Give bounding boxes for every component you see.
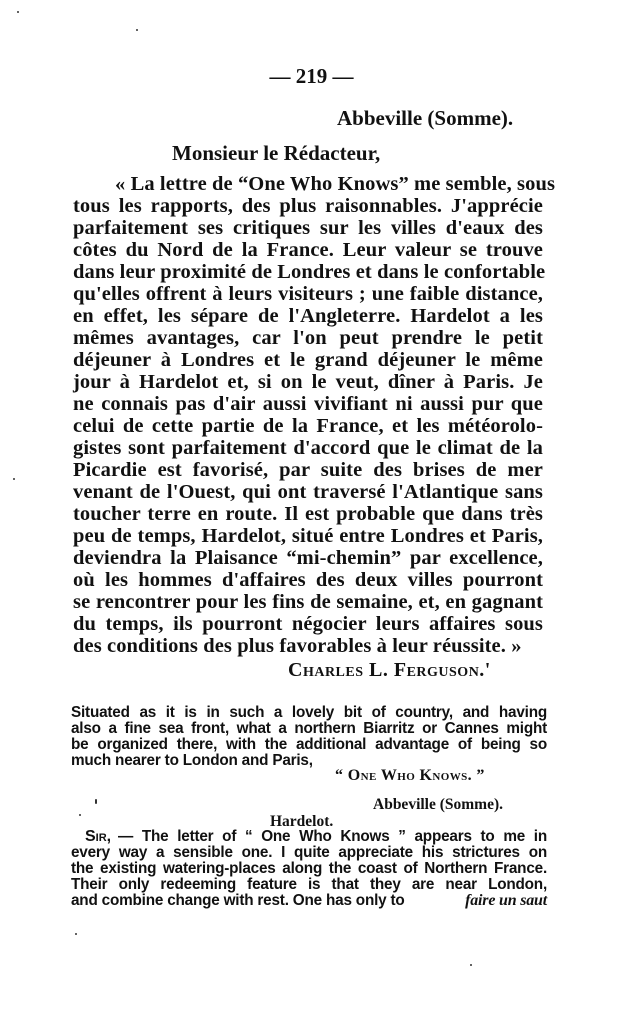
english-quote-line: also a fine sea front, what a northern Biarritz or Cannes might: [71, 720, 547, 737]
english-quote-signature: “ One Who Knows. ”: [335, 767, 485, 784]
french-text-line: ne connais pas d'air aussi vivifiant ni aussi pur que: [73, 393, 543, 415]
scan-speck: [13, 478, 15, 480]
english-salutation: Sir,: [85, 828, 112, 845]
english-letter-line: — The letter of “ One Who Knows ” appears to me in: [118, 828, 547, 845]
french-text-line: mêmes avantages, car l'on peut prendre le petit: [73, 327, 543, 349]
english-quote-line: much nearer to London and Paris,: [71, 752, 313, 769]
french-dateline: Abbeville (Somme).: [337, 106, 514, 130]
english-letter-line: and combine change with rest. One has only to: [71, 892, 405, 909]
french-text-line: toucher terre en route. Il est probable que dans très: [73, 503, 543, 525]
scan-speck: [470, 964, 472, 966]
english-letter-last-line: [71, 893, 547, 909]
scan-speck: [75, 933, 77, 935]
french-text-line: jour à Hardelot et, si on le veut, dîner à Paris. Je: [73, 371, 543, 393]
english-quote-line: be organized there, with the additional advantage of being so: [71, 736, 547, 753]
french-text-line: déjeuner à Londres et le grand déjeuner le même: [73, 349, 543, 371]
english-letter-italic-phrase: faire un saut: [465, 892, 547, 909]
french-text-line: Picardie est favorisé, par suite des brises de mer: [73, 459, 543, 481]
french-text-line: qu'elles offrent à leurs visiteurs ; une faible distance,: [73, 283, 543, 305]
french-text-line: en effet, les sépare de l'Angleterre. Hardelot a les: [73, 305, 543, 327]
scan-speck: [136, 29, 138, 31]
english-letter-line: the existing watering-places along the coast of Northern France.: [71, 860, 547, 877]
french-text-line: tous les rapports, des plus raisonnables. J'apprécie: [73, 195, 543, 217]
french-signature: Charles L. Ferguson.': [288, 659, 491, 681]
page-number: — 219 —: [269, 64, 354, 88]
english-quote-line: Situated as it is in such a lovely bit of country, and having: [71, 704, 547, 721]
french-text-line: « La lettre de “One Who Knows” me semble, sous: [115, 173, 556, 195]
french-salutation: Monsieur le Rédacteur,: [172, 141, 381, 165]
english-place: Hardelot.: [270, 813, 334, 830]
french-text-line: peu de temps, Hardelot, situé entre Londres et Paris,: [73, 525, 543, 547]
french-text-line: côtes du Nord de la France. Leur valeur se trouve: [73, 239, 543, 261]
french-text-line: deviendra la Plaisance “mi-chemin” par excellence,: [73, 547, 543, 569]
english-letter-line: Their only redeeming feature is that they are near London,: [71, 876, 547, 893]
french-text-line: dans leur proximité de Londres et dans le confortable: [73, 261, 546, 283]
scan-speck: [79, 814, 81, 816]
scan-speck: [95, 799, 97, 804]
french-text-line: celui de cette partie de la France, et les météorolo-: [73, 415, 543, 437]
french-text-line: parfaitement ses critiques sur les villes d'eaux des: [73, 217, 543, 239]
scan-speck: [17, 11, 19, 13]
english-letter-line: every way a sensible one. I quite appreciate his strictures on: [71, 844, 547, 861]
french-text-line: se rencontrer pour les fins de semaine, et, en gagnant: [73, 591, 543, 613]
french-text-line: gistes sont parfaitement d'accord que le climat de la: [73, 437, 543, 459]
french-text-line: où les hommes d'affaires des deux villes pourront: [73, 569, 543, 591]
french-text-line: des conditions des plus favorables à leur réussite. »: [73, 635, 522, 657]
french-text-line: venant de l'Ouest, qui ont traversé l'Atlantique sans: [73, 481, 543, 503]
english-dateline: Abbeville (Somme).: [373, 796, 504, 813]
french-text-line: du temps, ils pourront négocier leurs affaires sous: [73, 613, 543, 635]
